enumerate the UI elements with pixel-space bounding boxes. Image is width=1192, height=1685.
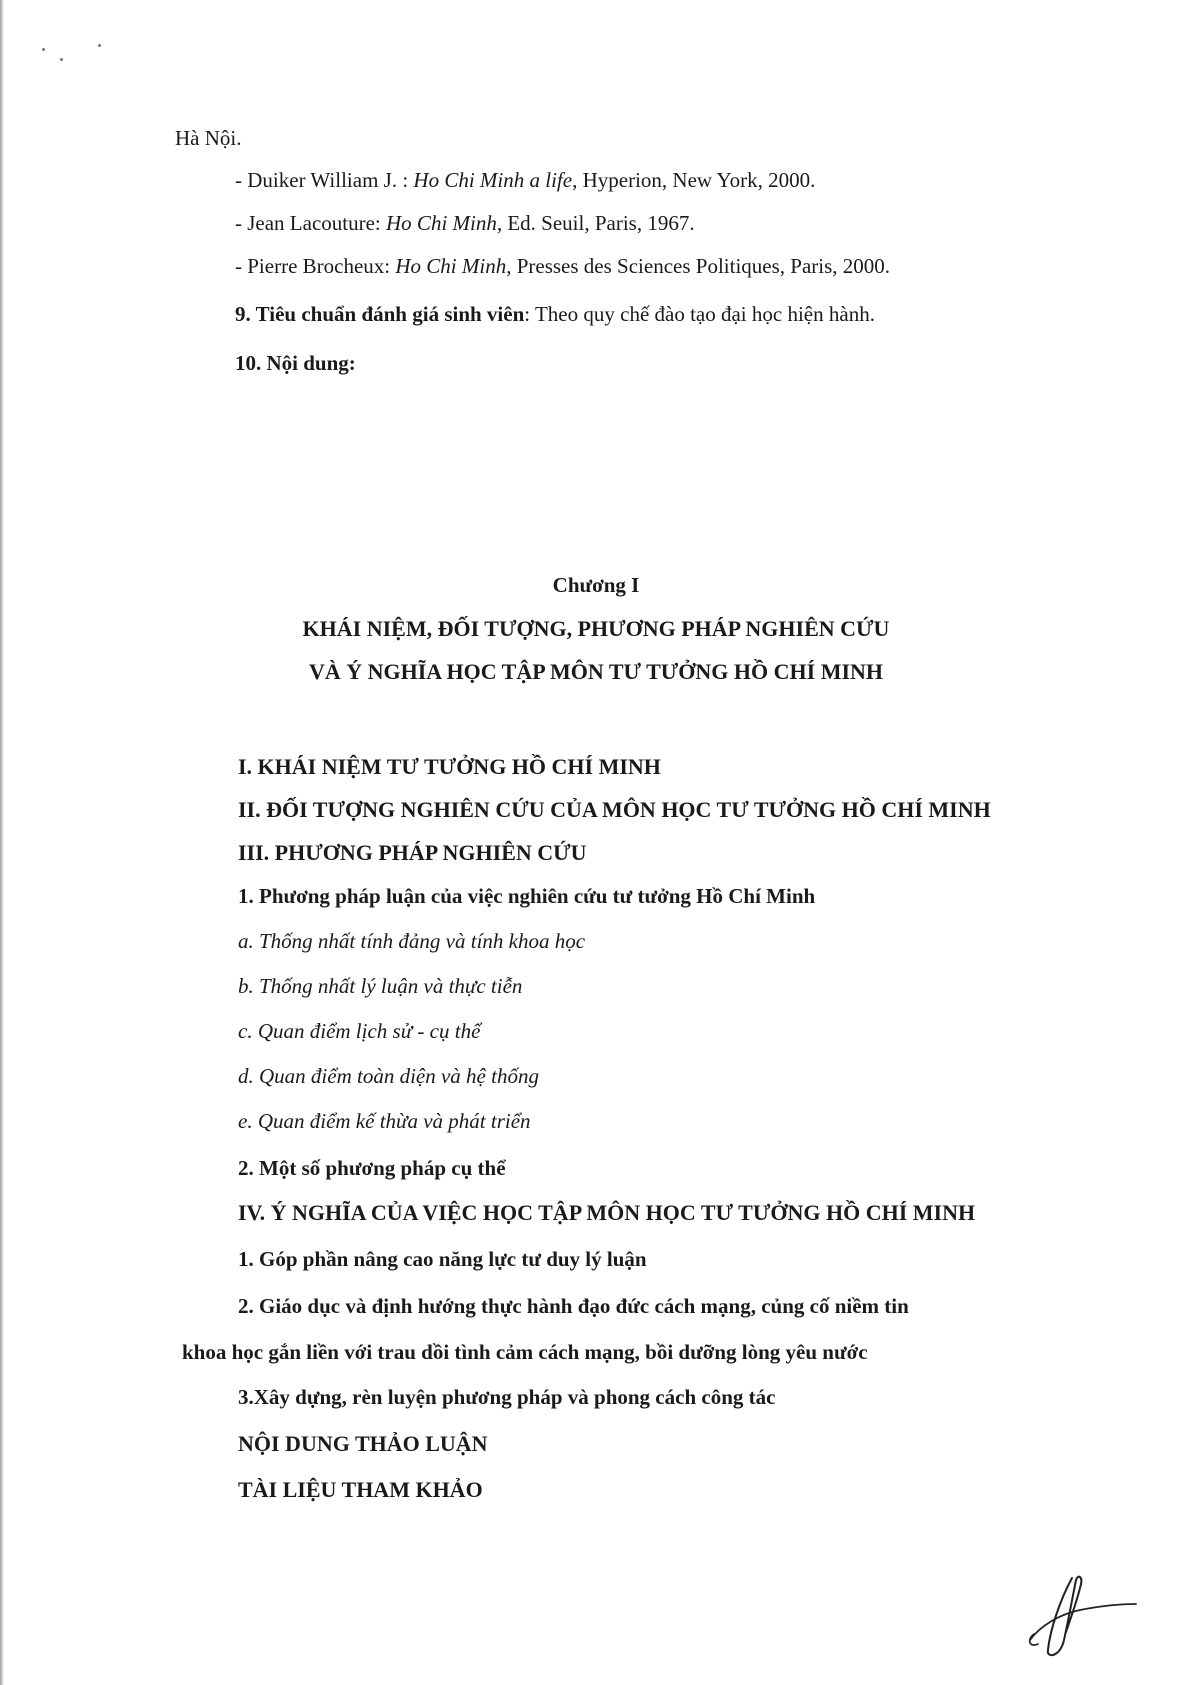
signature-mark [1020, 1570, 1140, 1660]
reference-author: - Duiker William J. : [235, 168, 414, 192]
scan-edge-shadow [0, 0, 4, 1685]
scan-speck [42, 48, 45, 51]
reference-publisher: , Hyperion, New York, 2000. [572, 168, 816, 192]
subsection-4-2-line-1: 2. Giáo dục và định hướng thực hành đạo đức cách mạng, củng cố niềm tin [238, 1294, 909, 1318]
chapter-title-line-1: KHÁI NIỆM, ĐỐI TƯỢNG, PHƯƠNG PHÁP NGHIÊN CỨU [302, 616, 890, 641]
list-item: a. Thống nhất tính đảng và tính khoa học [238, 929, 586, 953]
item-9-text: : Theo quy chế đào tạo đại học hiện hành. [524, 302, 875, 326]
subsection-3-1: 1. Phương pháp luận của việc nghiên cứu tư tưởng Hồ Chí Minh [238, 884, 816, 908]
reference-author: - Pierre Brocheux: [235, 254, 396, 278]
item-9-label: 9. Tiêu chuẩn đánh giá sinh viên [235, 302, 525, 326]
item-9 [235, 304, 875, 325]
list-item: d. Quan điểm toàn diện và hệ thống [238, 1064, 539, 1088]
list-item: c. Quan điểm lịch sử - cụ thể [238, 1019, 481, 1043]
top-remnant-text: Hà Nội. [175, 126, 242, 150]
reference-publisher: , Presses des Sciences Politiques, Paris, 2000. [506, 254, 891, 278]
references-heading: TÀI LIỆU THAM KHẢO [238, 1477, 483, 1502]
reference-publisher: , Ed. Seuil, Paris, 1967. [496, 211, 695, 235]
item-10-heading: 10. Nội dung: [235, 351, 356, 375]
discussion-heading: NỘI DUNG THẢO LUẬN [238, 1431, 488, 1456]
reference-title: Ho Chi Minh a life [413, 168, 573, 192]
subsection-3-2: 2. Một số phương pháp cụ thể [238, 1156, 506, 1180]
reference-item [235, 213, 695, 234]
section-4-heading: IV. Ý NGHĨA CỦA VIỆC HỌC TẬP MÔN HỌC TƯ TƯỞNG HỒ CHÍ MINH [238, 1200, 976, 1225]
list-item: e. Quan điểm kế thừa và phát triển [238, 1109, 531, 1133]
section-1-heading: I. KHÁI NIỆM TƯ TƯỞNG HỒ CHÍ MINH [238, 754, 661, 779]
list-item: b. Thống nhất lý luận và thực tiễn [238, 974, 523, 998]
scan-speck [98, 44, 101, 47]
chapter-label: Chương I [552, 573, 640, 597]
section-2-heading: II. ĐỐI TƯỢNG NGHIÊN CỨU CỦA MÔN HỌC TƯ TƯỞNG HỒ CHÍ MINH [238, 797, 991, 822]
section-3-heading: III. PHƯƠNG PHÁP NGHIÊN CỨU [238, 840, 587, 865]
scan-speck [60, 58, 63, 61]
reference-title: Ho Chi Minh [395, 254, 507, 278]
subsection-4-3: 3.Xây dựng, rèn luyện phương pháp và phong cách công tác [238, 1385, 776, 1409]
subsection-4-2-line-2: khoa học gắn liền với trau dồi tình cảm cách mạng, bồi dưỡng lòng yêu nước [182, 1340, 868, 1364]
chapter-title-line-2: VÀ Ý NGHĨA HỌC TẬP MÔN TƯ TƯỞNG HỒ CHÍ MINH [308, 659, 884, 684]
subsection-4-1: 1. Góp phần nâng cao năng lực tư duy lý luận [238, 1247, 647, 1271]
reference-title: Ho Chi Minh [386, 211, 497, 235]
reference-item [235, 170, 815, 191]
reference-item [235, 256, 890, 277]
reference-author: - Jean Lacouture: [235, 211, 387, 235]
